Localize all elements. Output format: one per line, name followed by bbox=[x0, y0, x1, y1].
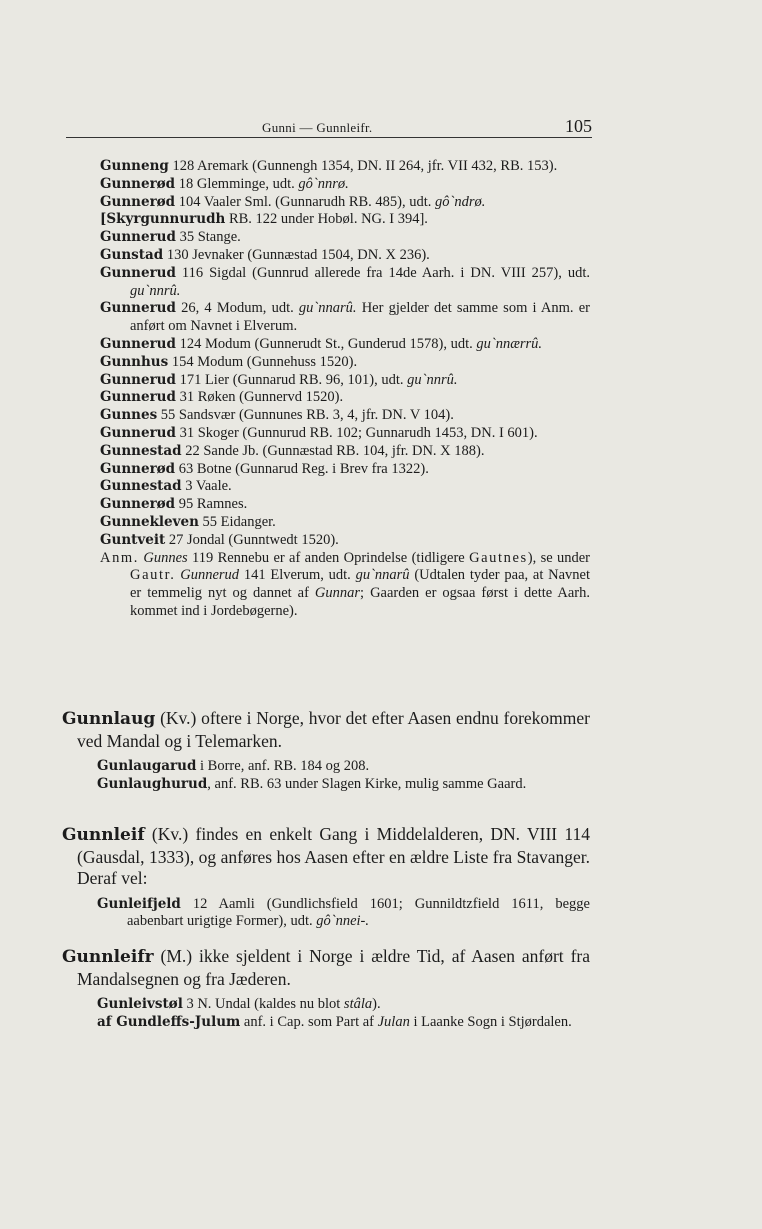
section-gunnlaug bbox=[62, 708, 590, 794]
list-item: Gunnestad 3 Vaale. bbox=[100, 478, 232, 495]
section-lead: Gunnleifr (M.) ikke sjeldent i Norge i ældre Tid, af Aasen anført fra Mandalsegnen og fra Jæderen. bbox=[62, 946, 590, 989]
list-item: Gunnerud 35 Stange. bbox=[100, 229, 241, 246]
list-item: Gunnerud 171 Lier (Gunnarud RB. 96, 101), udt. gu`nnrû. bbox=[100, 371, 458, 388]
sub-entries bbox=[97, 896, 590, 932]
list-item: Gunneng 128 Aremark (Gunnengh 1354, DN. II 264, jfr. VII 432, RB. 153). bbox=[100, 158, 558, 174]
list-item: Gunnerud 124 Modum (Gunnerudt St., Gunderud 1578), udt. gu`nnærrû. bbox=[100, 335, 543, 352]
list-item: Gunnerød 95 Ramnes. bbox=[100, 496, 248, 513]
list-item: Gunnerød 63 Botne (Gunnarud Reg. i Brev fra 1322). bbox=[100, 460, 429, 477]
list-item: Gunnekleven 55 Eidanger. bbox=[100, 513, 276, 530]
list-item: af Gundleffs-Julum anf. i Cap. som Part af Julan i Laanke Sogn i Stjørdalen. bbox=[97, 1013, 572, 1030]
list-item: Gunleifjeld 12 Aamli (Gundlichsfield 1601; Gunnildtzfield 1611, begge aabenbart urigtige Former), udt. gô`nnei-. bbox=[97, 895, 590, 930]
list-item: [Skyrgunnurudh RB. 122 under Hobøl. NG. I 394]. bbox=[100, 211, 428, 228]
list-item: Gunlaugarud i Borre, anf. RB. 184 og 208. bbox=[97, 758, 370, 774]
list-item: Guntveit 27 Jondal (Gunntwedt 1520). bbox=[100, 531, 339, 548]
section-gunnleifr bbox=[62, 946, 590, 1032]
list-item: Gunnerød 104 Vaaler Sml. (Gunnarudh RB. 485), udt. gô`ndrø. bbox=[100, 193, 486, 210]
list-item: Gunnes 55 Sandsvær (Gunnunes RB. 3, 4, jfr. DN. V 104). bbox=[100, 407, 454, 424]
section-gunnleif bbox=[62, 824, 590, 931]
entry-list bbox=[100, 158, 590, 621]
list-item: Gunnhus 154 Modum (Gunnehuss 1520). bbox=[100, 353, 358, 370]
list-item: Gunnerud 26, 4 Modum, udt. gu`nnarû. Her gjelder det samme som i Anm. er anført om Navnet i Elverum. bbox=[100, 300, 590, 335]
annotation-note: Anm. Gunnes 119 Rennebu er af anden Oprindelse (tidligere Gautnes), se under Gautr. Gunnerud 141 Elverum, udt. gu`nnarû (Udtalen tyder paa, at Navnet er temmelig nyt og dannet af Gunnar; Gaarden er ogsaa først i dette Aarh. kommet ind i Jordebøgerne). bbox=[100, 549, 591, 619]
list-item: Gunnerud 116 Sigdal (Gunnrud allerede fra 14de Aarh. i DN. VIII 257), udt. gu`nnrû. bbox=[100, 264, 590, 299]
page-number: 105 bbox=[565, 116, 592, 136]
header-rule bbox=[66, 137, 592, 138]
list-item: Gunleivstøl 3 N. Undal (kaldes nu blot stâla). bbox=[97, 996, 381, 1012]
section-lead: Gunnlaug (Kv.) oftere i Norge, hvor det efter Aasen endnu forekommer ved Mandal og i Telemarken. bbox=[62, 708, 590, 751]
list-item: Gunnerud 31 Røken (Gunnervd 1520). bbox=[100, 389, 344, 406]
list-item: Gunstad 130 Jevnaker (Gunnæstad 1504, DN. X 236). bbox=[100, 246, 430, 263]
running-header bbox=[66, 116, 592, 138]
list-item: Gunlaughurud, anf. RB. 63 under Slagen Kirke, mulig samme Gaard. bbox=[97, 775, 527, 792]
section-lead: Gunnleif (Kv.) findes en enkelt Gang i Middelalderen, DN. VIII 114 (Gausdal, 1333), og anføres hos Aasen efter en ældre Liste fra Stavanger. Deraf vel: bbox=[62, 824, 590, 888]
list-item: Gunnerød 18 Glemminge, udt. gô`nnrø. bbox=[100, 175, 349, 192]
list-item: Gunnestad 22 Sande Jb. (Gunnæstad RB. 104, jfr. DN. X 188). bbox=[100, 442, 485, 459]
header-title: Gunni — Gunnleifr. bbox=[262, 120, 373, 135]
sub-entries bbox=[97, 758, 590, 794]
list-item: Gunnerud 31 Skoger (Gunnurud RB. 102; Gunnarudh 1453, DN. I 601). bbox=[100, 424, 538, 441]
sub-entries bbox=[97, 996, 590, 1032]
